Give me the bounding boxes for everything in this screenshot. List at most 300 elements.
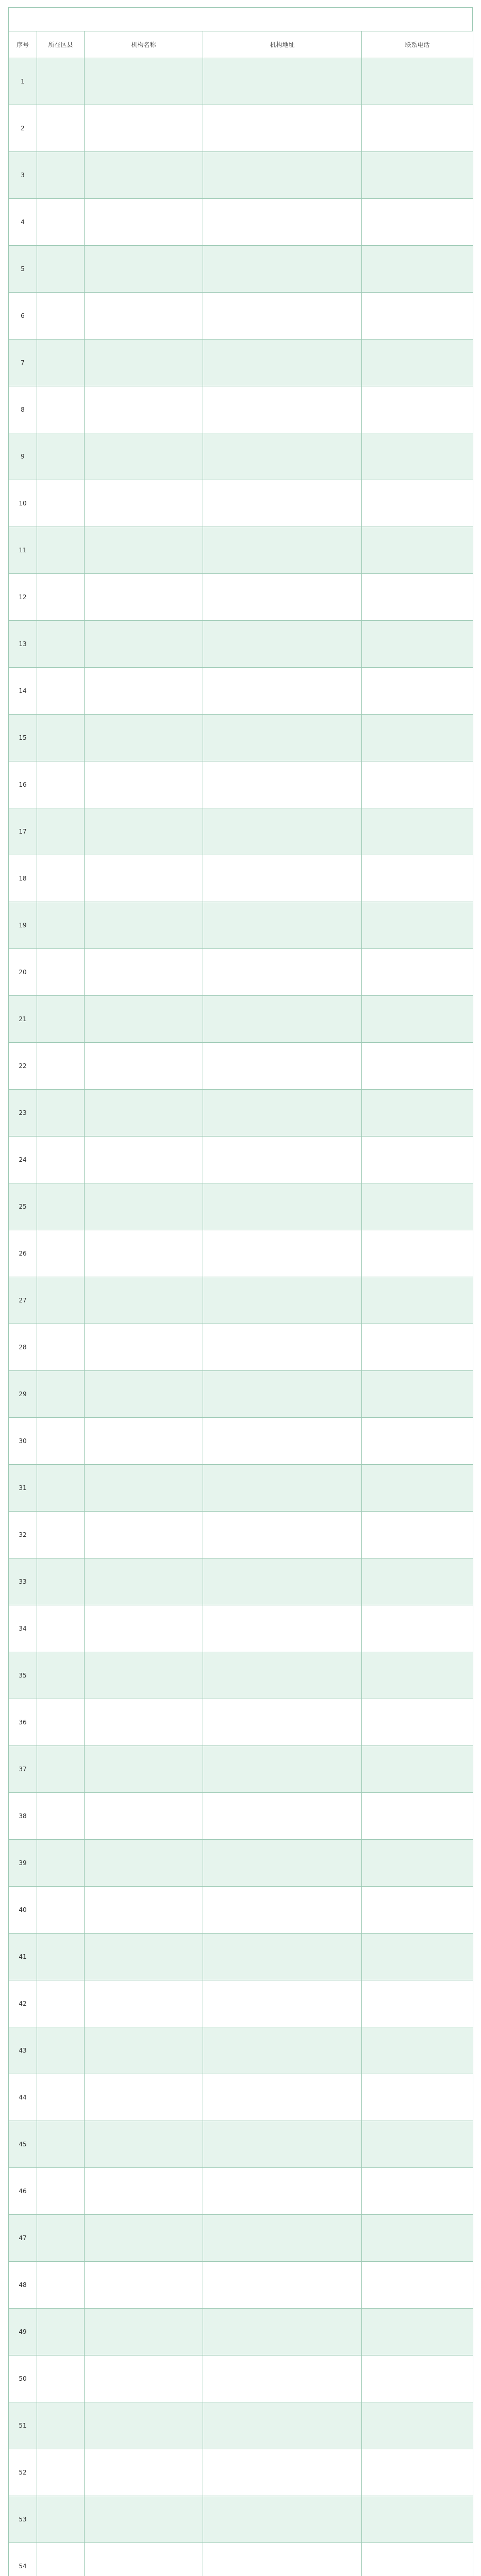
- cell-phone: [362, 1699, 473, 1746]
- cell-address: [203, 1230, 362, 1277]
- header-address: 机构地址: [203, 31, 362, 58]
- cell-name: [85, 1793, 203, 1840]
- cell-address: [203, 761, 362, 808]
- cell-phone: [362, 2215, 473, 2262]
- cell-name: [85, 1277, 203, 1324]
- cell-phone: [362, 1043, 473, 1090]
- cell-number: 4: [9, 199, 37, 246]
- table-row: [9, 1230, 473, 1277]
- cell-district: [37, 2543, 85, 2576]
- cell-name: [85, 761, 203, 808]
- cell-name: [85, 2309, 203, 2355]
- cell-number: 3: [9, 152, 37, 199]
- cell-district: [37, 1418, 85, 1465]
- table-row: [9, 2215, 473, 2262]
- table-row: [9, 808, 473, 855]
- cell-name: [85, 715, 203, 761]
- cell-address: [203, 2402, 362, 2449]
- cell-address: [203, 2543, 362, 2576]
- cell-number: 50: [9, 2355, 37, 2402]
- cell-number: 54: [9, 2543, 37, 2576]
- cell-phone: [362, 2027, 473, 2074]
- cell-address: [203, 293, 362, 340]
- cell-district: [37, 1230, 85, 1277]
- cell-number: 35: [9, 1652, 37, 1699]
- cell-address: [203, 1465, 362, 1512]
- cell-number: 37: [9, 1746, 37, 1793]
- cell-phone: [362, 2121, 473, 2168]
- cell-name: [85, 2121, 203, 2168]
- cell-district: [37, 2074, 85, 2121]
- cell-district: [37, 105, 85, 152]
- cell-address: [203, 386, 362, 433]
- cell-number: 41: [9, 1934, 37, 1980]
- table-row: [9, 105, 473, 152]
- cell-phone: [362, 527, 473, 574]
- cell-phone: [362, 340, 473, 386]
- cell-address: [203, 105, 362, 152]
- cell-name: [85, 1183, 203, 1230]
- cell-name: [85, 668, 203, 715]
- cell-name: [85, 2027, 203, 2074]
- cell-phone: [362, 1183, 473, 1230]
- cell-number: 5: [9, 246, 37, 293]
- cell-address: [203, 2168, 362, 2215]
- cell-number: 29: [9, 1371, 37, 1418]
- cell-number: 17: [9, 808, 37, 855]
- table-header: [9, 31, 473, 58]
- cell-phone: [362, 58, 473, 105]
- cell-phone: [362, 761, 473, 808]
- cell-number: 27: [9, 1277, 37, 1324]
- cell-number: 19: [9, 902, 37, 949]
- header-name: 机构名称: [85, 31, 203, 58]
- cell-phone: [362, 293, 473, 340]
- table-row: [9, 1043, 473, 1090]
- cell-district: [37, 199, 85, 246]
- cell-address: [203, 1324, 362, 1371]
- table-row: [9, 2543, 473, 2576]
- cell-address: [203, 2074, 362, 2121]
- cell-phone: [362, 433, 473, 480]
- table-row: [9, 1277, 473, 1324]
- cell-number: 23: [9, 1090, 37, 1137]
- cell-phone: [362, 574, 473, 621]
- cell-district: [37, 949, 85, 996]
- header-district: 所在区县: [37, 31, 85, 58]
- cell-name: [85, 1230, 203, 1277]
- cell-address: [203, 340, 362, 386]
- table-row: [9, 1558, 473, 1605]
- header-number: 序号: [9, 31, 37, 58]
- cell-address: [203, 58, 362, 105]
- table-row: [9, 2496, 473, 2543]
- cell-address: [203, 1793, 362, 1840]
- table-row: [9, 1465, 473, 1512]
- cell-number: 8: [9, 386, 37, 433]
- header-phone: 联系电话: [362, 31, 473, 58]
- cell-district: [37, 1840, 85, 1887]
- cell-number: 12: [9, 574, 37, 621]
- table-row: [9, 902, 473, 949]
- cell-address: [203, 715, 362, 761]
- cell-address: [203, 433, 362, 480]
- cell-name: [85, 293, 203, 340]
- cell-district: [37, 480, 85, 527]
- table-row: [9, 1418, 473, 1465]
- cell-phone: [362, 2496, 473, 2543]
- cell-phone: [362, 2168, 473, 2215]
- cell-number: 46: [9, 2168, 37, 2215]
- cell-phone: [362, 1934, 473, 1980]
- cell-address: [203, 808, 362, 855]
- cell-address: [203, 2355, 362, 2402]
- cell-name: [85, 996, 203, 1043]
- table-row: [9, 293, 473, 340]
- cell-phone: [362, 1746, 473, 1793]
- cell-number: 13: [9, 621, 37, 668]
- cell-phone: [362, 668, 473, 715]
- cell-address: [203, 1840, 362, 1887]
- cell-address: [203, 1699, 362, 1746]
- table-row: [9, 1512, 473, 1558]
- cell-district: [37, 1137, 85, 1183]
- table-row: [9, 2168, 473, 2215]
- cell-address: [203, 2449, 362, 2496]
- cell-phone: [362, 1418, 473, 1465]
- cell-name: [85, 949, 203, 996]
- cell-district: [37, 1934, 85, 1980]
- cell-number: 20: [9, 949, 37, 996]
- cell-name: [85, 2262, 203, 2309]
- cell-number: 34: [9, 1605, 37, 1652]
- cell-address: [203, 2262, 362, 2309]
- cell-district: [37, 1980, 85, 2027]
- cell-phone: [362, 2355, 473, 2402]
- cell-address: [203, 574, 362, 621]
- cell-name: [85, 1934, 203, 1980]
- cell-phone: [362, 808, 473, 855]
- table-row: [9, 1980, 473, 2027]
- cell-number: 52: [9, 2449, 37, 2496]
- cell-address: [203, 1558, 362, 1605]
- cell-phone: [362, 949, 473, 996]
- cell-address: [203, 996, 362, 1043]
- cell-district: [37, 2449, 85, 2496]
- cell-district: [37, 1605, 85, 1652]
- cell-district: [37, 527, 85, 574]
- cell-name: [85, 902, 203, 949]
- cell-phone: [362, 1887, 473, 1934]
- cell-name: [85, 621, 203, 668]
- cell-address: [203, 668, 362, 715]
- cell-phone: [362, 621, 473, 668]
- cell-phone: [362, 1980, 473, 2027]
- cell-address: [203, 2496, 362, 2543]
- cell-address: [203, 1277, 362, 1324]
- cell-phone: [362, 1371, 473, 1418]
- cell-phone: [362, 480, 473, 527]
- table-row: [9, 715, 473, 761]
- cell-name: [85, 1652, 203, 1699]
- table-row: [9, 1887, 473, 1934]
- table-row: [9, 1371, 473, 1418]
- cell-name: [85, 855, 203, 902]
- cell-address: [203, 1418, 362, 1465]
- cell-number: 44: [9, 2074, 37, 2121]
- cell-address: [203, 1652, 362, 1699]
- cell-phone: [362, 996, 473, 1043]
- cell-number: 36: [9, 1699, 37, 1746]
- cell-district: [37, 246, 85, 293]
- cell-district: [37, 1887, 85, 1934]
- cell-district: [37, 1558, 85, 1605]
- cell-number: 45: [9, 2121, 37, 2168]
- cell-district: [37, 340, 85, 386]
- cell-name: [85, 58, 203, 105]
- table-row: [9, 2121, 473, 2168]
- table-row: [9, 2449, 473, 2496]
- table-row: [9, 480, 473, 527]
- cell-phone: [362, 1793, 473, 1840]
- table-row: [9, 199, 473, 246]
- cell-address: [203, 1934, 362, 1980]
- cell-district: [37, 58, 85, 105]
- cell-number: 33: [9, 1558, 37, 1605]
- cell-district: [37, 2496, 85, 2543]
- cell-number: 2: [9, 105, 37, 152]
- table-row: [9, 574, 473, 621]
- cell-district: [37, 2168, 85, 2215]
- cell-district: [37, 1043, 85, 1090]
- table-row: [9, 2074, 473, 2121]
- cell-district: [37, 621, 85, 668]
- cell-number: 9: [9, 433, 37, 480]
- cell-name: [85, 1605, 203, 1652]
- cell-name: [85, 2543, 203, 2576]
- cell-number: 22: [9, 1043, 37, 1090]
- cell-phone: [362, 386, 473, 433]
- cell-address: [203, 2309, 362, 2355]
- cell-name: [85, 1699, 203, 1746]
- cell-phone: [362, 715, 473, 761]
- institution-table: [8, 31, 473, 2576]
- cell-address: [203, 1183, 362, 1230]
- cell-district: [37, 433, 85, 480]
- cell-name: [85, 1512, 203, 1558]
- cell-phone: [362, 1465, 473, 1512]
- table-row: [9, 1183, 473, 1230]
- cell-phone: [362, 1512, 473, 1558]
- cell-district: [37, 1793, 85, 1840]
- cell-name: [85, 2074, 203, 2121]
- cell-phone: [362, 152, 473, 199]
- cell-address: [203, 902, 362, 949]
- cell-district: [37, 1465, 85, 1512]
- cell-name: [85, 1746, 203, 1793]
- cell-number: 38: [9, 1793, 37, 1840]
- cell-name: [85, 1418, 203, 1465]
- cell-district: [37, 1277, 85, 1324]
- table-row: [9, 1699, 473, 1746]
- table-row: [9, 340, 473, 386]
- table-row: [9, 2027, 473, 2074]
- table-row: [9, 1324, 473, 1371]
- cell-phone: [362, 1277, 473, 1324]
- table-row: [9, 246, 473, 293]
- cell-address: [203, 152, 362, 199]
- table-row: [9, 433, 473, 480]
- cell-district: [37, 2121, 85, 2168]
- cell-number: 31: [9, 1465, 37, 1512]
- cell-phone: [362, 1558, 473, 1605]
- cell-number: 25: [9, 1183, 37, 1230]
- cell-district: [37, 2309, 85, 2355]
- cell-name: [85, 2402, 203, 2449]
- cell-district: [37, 808, 85, 855]
- cell-address: [203, 949, 362, 996]
- cell-district: [37, 2262, 85, 2309]
- cell-phone: [362, 2262, 473, 2309]
- cell-address: [203, 1980, 362, 2027]
- cell-number: 39: [9, 1840, 37, 1887]
- cell-phone: [362, 2309, 473, 2355]
- table-row: [9, 2309, 473, 2355]
- cell-phone: [362, 855, 473, 902]
- table-row: [9, 1652, 473, 1699]
- cell-name: [85, 1887, 203, 1934]
- table-row: [9, 527, 473, 574]
- cell-address: [203, 1746, 362, 1793]
- cell-phone: [362, 2449, 473, 2496]
- cell-district: [37, 386, 85, 433]
- cell-address: [203, 2121, 362, 2168]
- cell-district: [37, 1746, 85, 1793]
- table-row: [9, 761, 473, 808]
- header-row: [9, 31, 473, 58]
- cell-name: [85, 480, 203, 527]
- cell-name: [85, 2449, 203, 2496]
- cell-name: [85, 1371, 203, 1418]
- cell-district: [37, 2355, 85, 2402]
- cell-name: [85, 1043, 203, 1090]
- cell-name: [85, 1324, 203, 1371]
- cell-name: [85, 2355, 203, 2402]
- cell-phone: [362, 199, 473, 246]
- table-row: [9, 1605, 473, 1652]
- cell-phone: [362, 2074, 473, 2121]
- cell-district: [37, 2402, 85, 2449]
- cell-name: [85, 386, 203, 433]
- cell-number: 16: [9, 761, 37, 808]
- cell-name: [85, 1137, 203, 1183]
- cell-address: [203, 1371, 362, 1418]
- cell-district: [37, 668, 85, 715]
- table-row: [9, 1090, 473, 1137]
- cell-phone: [362, 902, 473, 949]
- cell-address: [203, 855, 362, 902]
- cell-district: [37, 293, 85, 340]
- cell-number: 47: [9, 2215, 37, 2262]
- cell-name: [85, 808, 203, 855]
- cell-district: [37, 1652, 85, 1699]
- table-row: [9, 1137, 473, 1183]
- cell-district: [37, 902, 85, 949]
- cell-address: [203, 1605, 362, 1652]
- cell-number: 51: [9, 2402, 37, 2449]
- cell-number: 21: [9, 996, 37, 1043]
- table-row: [9, 855, 473, 902]
- cell-number: 26: [9, 1230, 37, 1277]
- cell-phone: [362, 1605, 473, 1652]
- cell-number: 14: [9, 668, 37, 715]
- cell-number: 1: [9, 58, 37, 105]
- cell-district: [37, 855, 85, 902]
- cell-name: [85, 2168, 203, 2215]
- cell-address: [203, 1043, 362, 1090]
- cell-number: 49: [9, 2309, 37, 2355]
- cell-district: [37, 1371, 85, 1418]
- cell-number: 18: [9, 855, 37, 902]
- cell-district: [37, 574, 85, 621]
- cell-district: [37, 2215, 85, 2262]
- table-row: [9, 386, 473, 433]
- cell-district: [37, 715, 85, 761]
- cell-number: 40: [9, 1887, 37, 1934]
- table-row: [9, 1793, 473, 1840]
- cell-name: [85, 1558, 203, 1605]
- cell-phone: [362, 1324, 473, 1371]
- table-row: [9, 1934, 473, 1980]
- cell-name: [85, 1090, 203, 1137]
- cell-number: 30: [9, 1418, 37, 1465]
- cell-name: [85, 527, 203, 574]
- cell-phone: [362, 1840, 473, 1887]
- cell-name: [85, 152, 203, 199]
- cell-number: 53: [9, 2496, 37, 2543]
- cell-district: [37, 152, 85, 199]
- cell-district: [37, 1512, 85, 1558]
- cell-phone: [362, 246, 473, 293]
- cell-name: [85, 2496, 203, 2543]
- cell-phone: [362, 1090, 473, 1137]
- cell-name: [85, 340, 203, 386]
- table-row: [9, 58, 473, 105]
- table-row: [9, 2402, 473, 2449]
- cell-address: [203, 1137, 362, 1183]
- cell-name: [85, 1465, 203, 1512]
- cell-phone: [362, 2402, 473, 2449]
- cell-name: [85, 105, 203, 152]
- cell-number: 10: [9, 480, 37, 527]
- cell-district: [37, 1699, 85, 1746]
- cell-number: 7: [9, 340, 37, 386]
- cell-name: [85, 2215, 203, 2262]
- table-row: [9, 1840, 473, 1887]
- cell-district: [37, 1090, 85, 1137]
- cell-address: [203, 199, 362, 246]
- cell-phone: [362, 1652, 473, 1699]
- table-row: [9, 668, 473, 715]
- cell-number: 15: [9, 715, 37, 761]
- table-row: [9, 2262, 473, 2309]
- cell-address: [203, 2215, 362, 2262]
- cell-name: [85, 199, 203, 246]
- table-row: [9, 949, 473, 996]
- cell-address: [203, 1512, 362, 1558]
- table-row: [9, 1746, 473, 1793]
- cell-number: 11: [9, 527, 37, 574]
